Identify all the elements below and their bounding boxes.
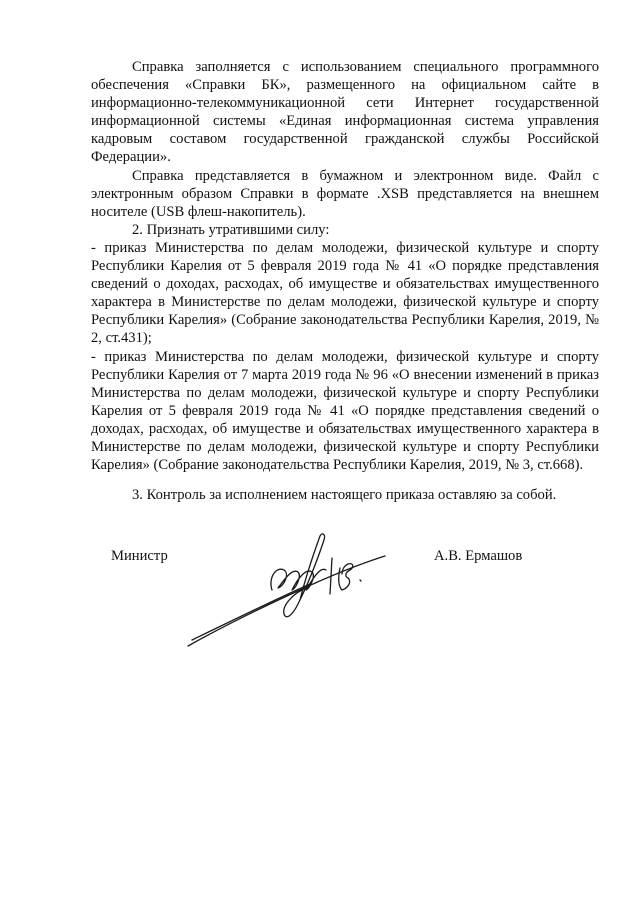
document-body [91, 58, 599, 504]
paragraph-spravka-format: Справка представляется в бумажном и электронном виде. Файл с электронным образом Справки в формате .XSB представляется на внешнем носителе (USB флеш-накопитель). [91, 167, 599, 220]
paragraph-item-2-heading: 2. Признать утратившими силу: [132, 221, 330, 238]
paragraph-spravka-software: Справка заполняется с использованием специального программного обеспечения «Справки БК», размещенного на официальном сайте в информационно-телекоммуникационной сети Интернет государственной информационной системы «Единая информационная система управления кадровым составом государственной гражданской службы Российской Федерации». [91, 59, 599, 166]
signatory-name: А.В. Ермашов [434, 548, 523, 564]
signatory-position: Министр [111, 548, 168, 564]
paragraph-repealed-order-41: - приказ Министерства по делам молодежи, физической культуре и спорту Республики Карелия от 5 февраля 2019 года № 41 «О порядке представления сведений о доходах, расходах, об имуществе и обязательствах имущественного характера в Министерстве по делам молодежи, физической культуре и спорту Республики Карелия» (Собрание законодательства Республики Карелия, 2019, № 2, ст.431); [91, 239, 599, 347]
paragraph-repealed-order-96: - приказ Министерства по делам молодежи, физической культуре и спорту Республики Карелия от 7 марта 2019 года № 96 «О внесении изменений в приказ Министерства по делам молодежи, физической культуре и спорту Республики Карелия от 5 февраля 2019 года № 41 «О порядке представления сведений о доходах, расходах, об имуществе и обязательствах имущественного характера в Министерстве по делам молодежи, физической культуре и спорту Республики Карелия» (Собрание законодательства Республики Карелия, 2019, № 3, ст.668). [91, 348, 599, 474]
paragraph-item-3-control: 3. Контроль за исполнением настоящего приказа оставляю за собой. [132, 487, 557, 504]
handwritten-signature [180, 528, 390, 653]
